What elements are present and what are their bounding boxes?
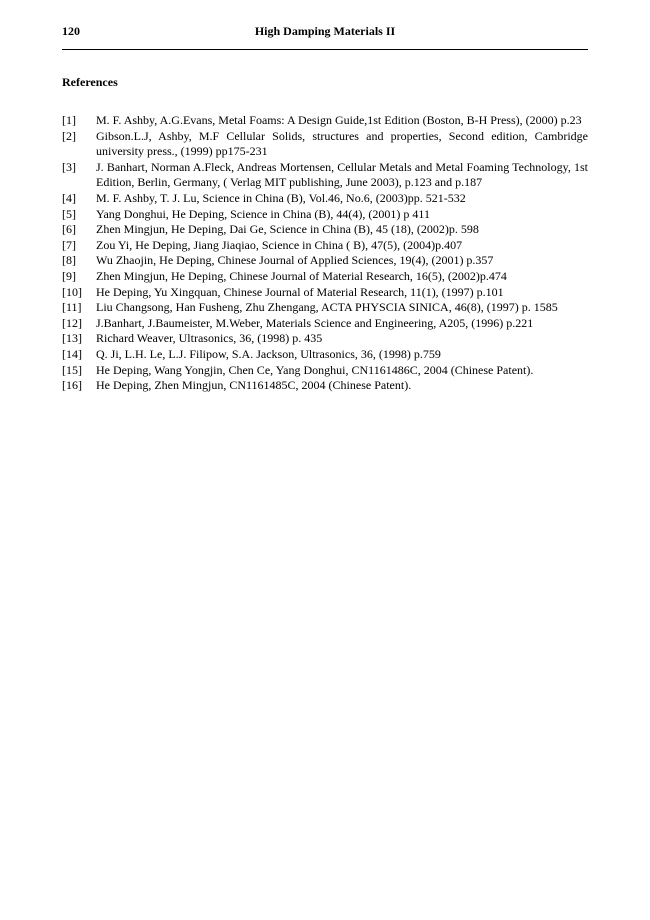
reference-number: [11] [62, 300, 82, 315]
reference-number: [9] [62, 268, 76, 283]
reference-item [62, 363, 588, 379]
page-number: 120 [62, 24, 80, 38]
reference-number: [13] [62, 331, 82, 346]
reference-text: Gibson.L.J, Ashby, M.F Cellular Solids, structures and properties, Second edition, Cambridge university press., (1999) pp175-231 [96, 128, 588, 159]
reference-text: J.Banhart, J.Baumeister, M.Weber, Materials Science and Engineering, A205, (1996) p.221 [96, 315, 534, 330]
page-header [62, 24, 588, 50]
reference-number: [12] [62, 315, 82, 330]
reference-number: [5] [62, 206, 76, 221]
reference-item [62, 253, 588, 269]
reference-number: [6] [62, 222, 76, 237]
reference-number: [10] [62, 284, 82, 299]
reference-number: [16] [62, 378, 82, 393]
reference-item [62, 316, 588, 332]
reference-text: J. Banhart, Norman A.Fleck, Andreas Mortensen, Cellular Metals and Metal Foaming Technology, 1st Edition, Berlin, Germany, ( Verlag MIT publishing, June 2003), p.123 and p.187 [96, 159, 588, 190]
reference-item [62, 191, 588, 207]
section-heading: References [62, 75, 118, 89]
reference-item [62, 222, 588, 238]
reference-item [62, 269, 588, 285]
reference-item [62, 113, 588, 129]
reference-number: [14] [62, 346, 82, 361]
reference-number: [1] [62, 113, 76, 127]
reference-text: Zhen Mingjun, He Deping, Chinese Journal of Material Research, 16(5), (2002)p.474 [96, 268, 507, 283]
running-header-title: High Damping Materials II [254, 24, 396, 38]
reference-item [62, 129, 588, 160]
reference-text: Yang Donghui, He Deping, Science in China (B), 44(4), (2001) p 411 [96, 206, 430, 221]
reference-text: Liu Changsong, Han Fusheng, Zhu Zhengang, ACTA PHYSCIA SINICA, 46(8), (1997) p. 1585 [96, 300, 558, 315]
reference-item [62, 285, 588, 301]
reference-number: [3] [62, 159, 76, 174]
reference-number: [2] [62, 128, 76, 143]
reference-text: Richard Weaver, Ultrasonics, 36, (1998) p. 435 [96, 331, 323, 346]
reference-text: Zhen Mingjun, He Deping, Dai Ge, Science in China (B), 45 (18), (2002)p. 598 [96, 222, 479, 237]
reference-item [62, 160, 588, 191]
reference-item [62, 331, 588, 347]
reference-item [62, 300, 588, 316]
reference-number: [8] [62, 253, 76, 268]
reference-text: M. F. Ashby, T. J. Lu, Science in China (B), Vol.46, No.6, (2003)pp. 521-532 [96, 190, 466, 205]
reference-text: He Deping, Wang Yongjin, Chen Ce, Yang Donghui, CN1161486C, 2004 (Chinese Patent). [96, 362, 534, 377]
reference-number: [7] [62, 237, 76, 252]
reference-number: [15] [62, 362, 82, 377]
reference-text: Wu Zhaojin, He Deping, Chinese Journal of Applied Sciences, 19(4), (2001) p.357 [96, 253, 494, 268]
reference-item [62, 378, 588, 394]
reference-text: He Deping, Zhen Mingjun, CN1161485C, 2004 (Chinese Patent). [96, 378, 412, 393]
reference-item [62, 238, 588, 254]
reference-text: M. F. Ashby, A.G.Evans, Metal Foams: A Design Guide,1st Edition (Boston, B-H Press), (2000) p.23 [96, 113, 582, 127]
reference-number: [4] [62, 190, 76, 205]
reference-text: He Deping, Yu Xingquan, Chinese Journal of Material Research, 11(1), (1997) p.101 [96, 284, 504, 299]
references-list [62, 113, 588, 394]
reference-item [62, 347, 588, 363]
reference-text: Zou Yi, He Deping, Jiang Jiaqiao, Science in China ( B), 47(5), (2004)p.407 [96, 237, 463, 252]
reference-text: Q. Ji, L.H. Le, L.J. Filipow, S.A. Jackson, Ultrasonics, 36, (1998) p.759 [96, 346, 441, 361]
reference-item [62, 207, 588, 223]
